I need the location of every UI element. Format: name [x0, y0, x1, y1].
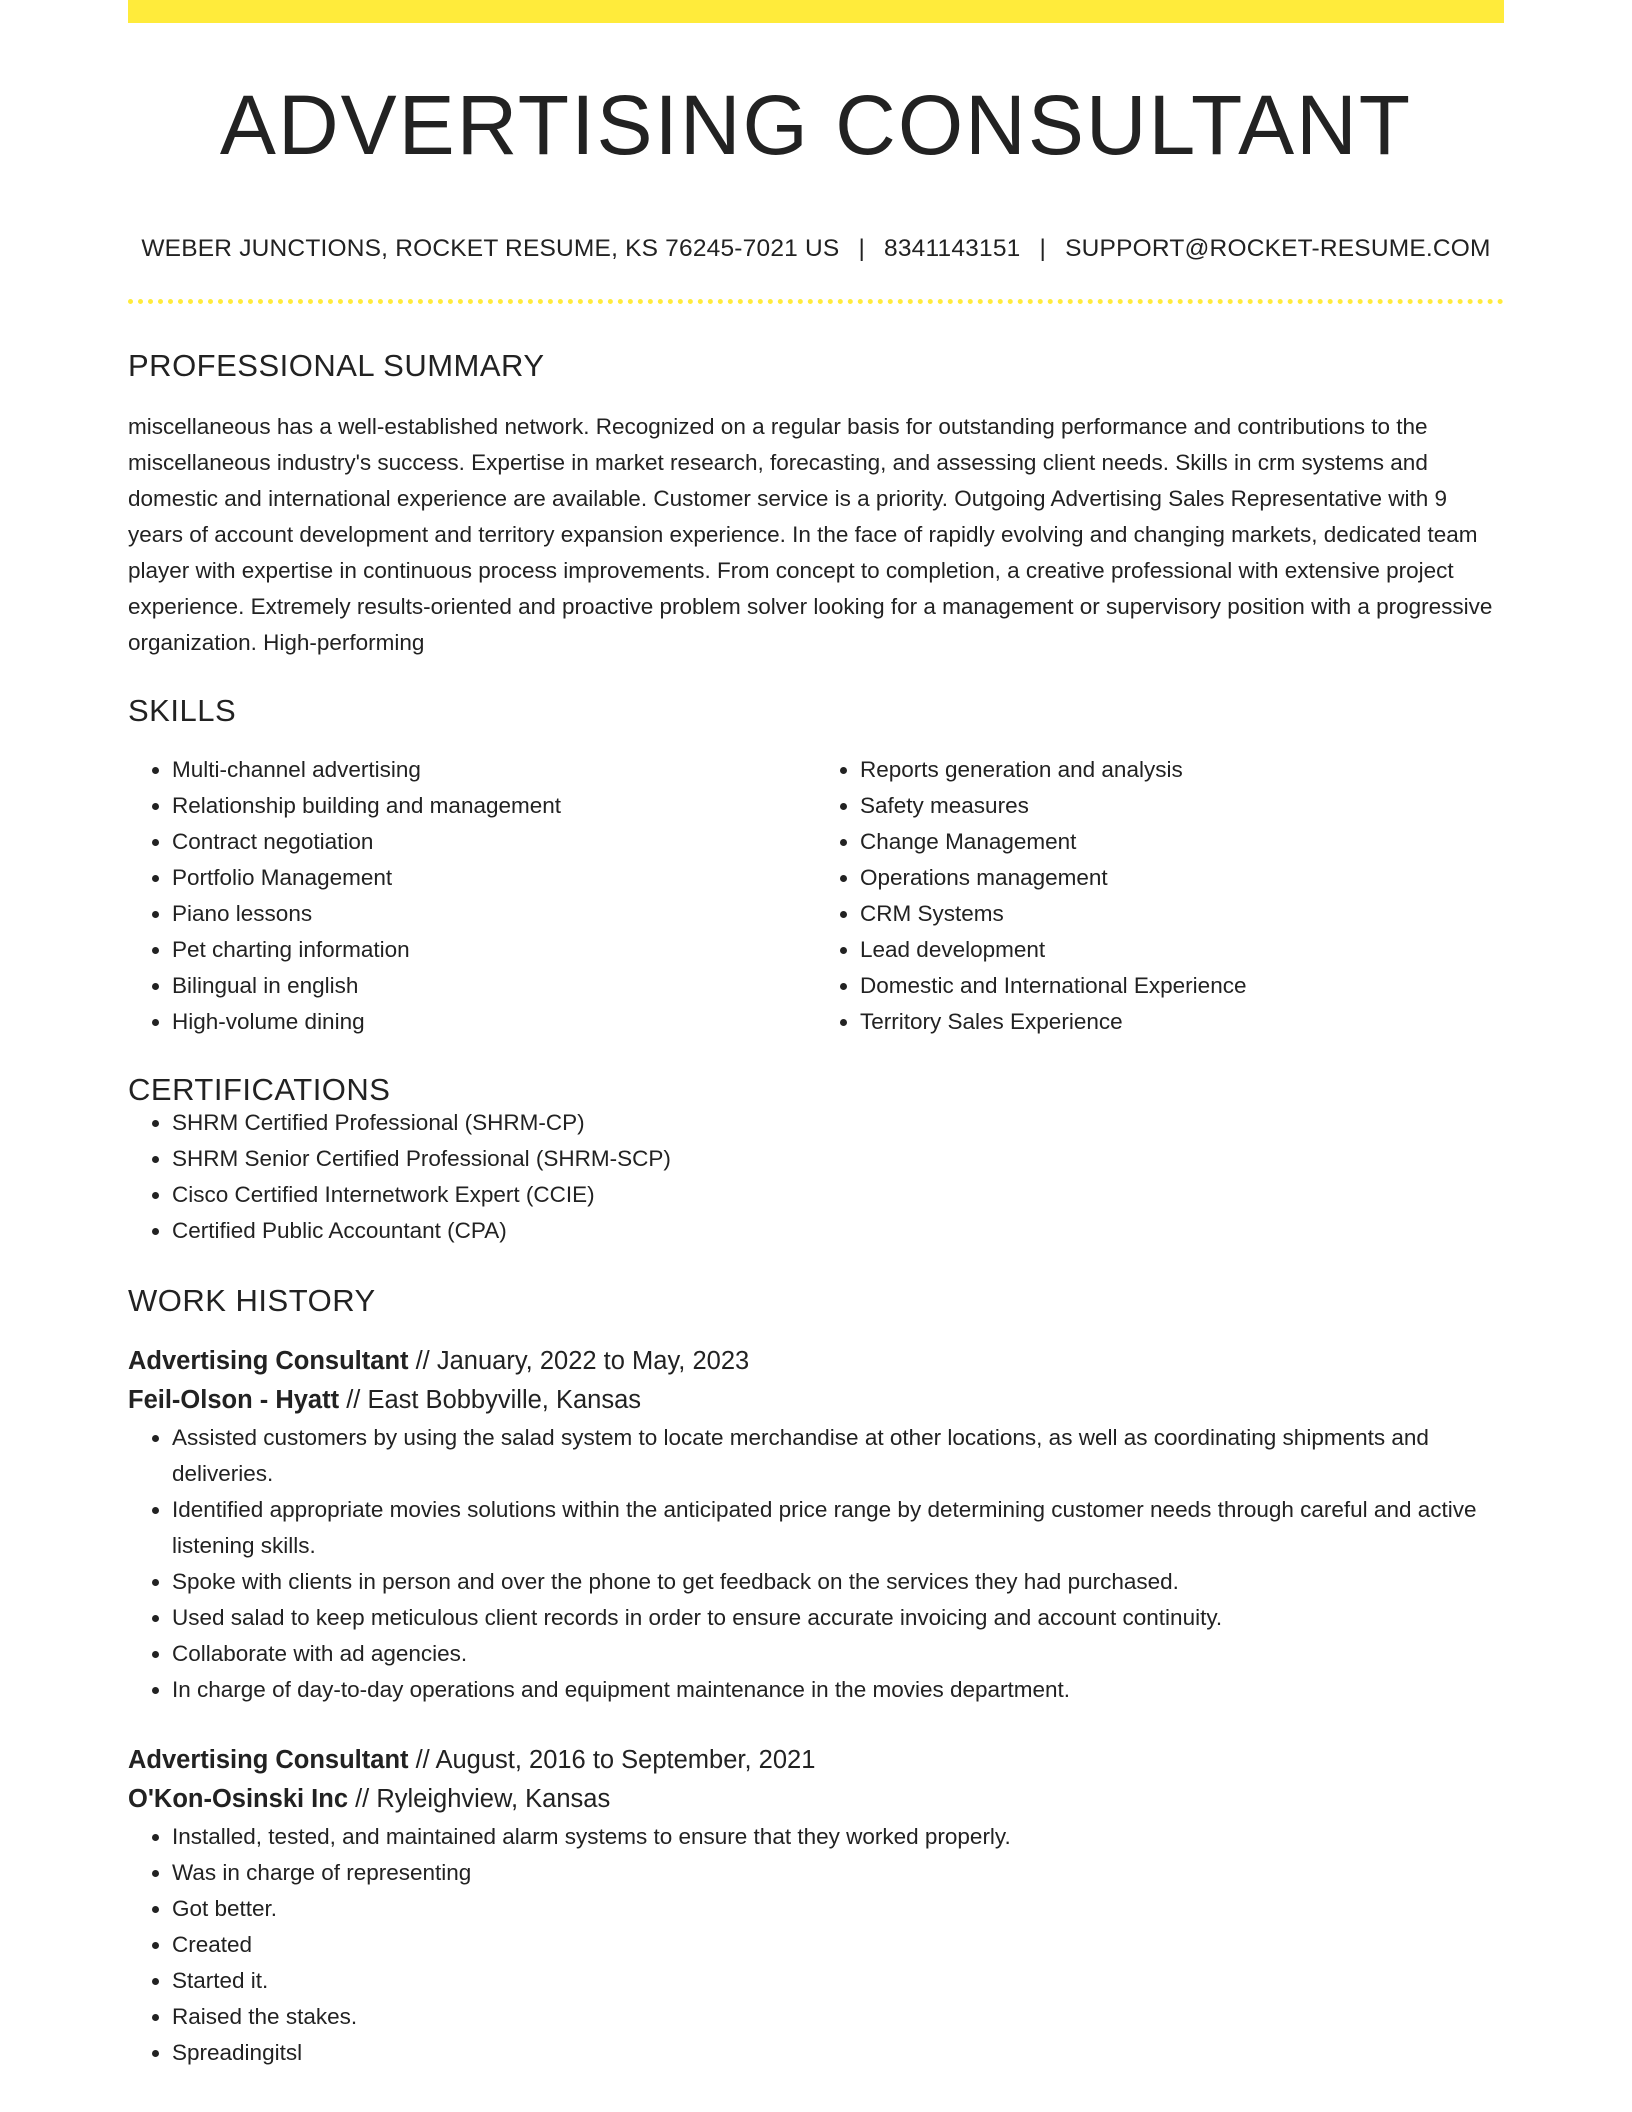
certification-item: • SHRM Senior Certified Professional (SHRM-SCP) [172, 1141, 1504, 1177]
skill-item: • Contract negotiation [172, 824, 816, 860]
job-bullet: • Raised the stakes. [172, 1999, 1504, 2035]
job-company: Feil-Olson - Hyatt [128, 1385, 340, 1414]
job-bullets [128, 1420, 1504, 1708]
job-entry [128, 1741, 1504, 2071]
skill-item: • Pet charting information [172, 932, 816, 968]
skill-item: • Relationship building and management [172, 788, 816, 824]
job-dates: // January, 2022 to May, 2023 [408, 1346, 750, 1375]
job-bullet: • Got better. [172, 1891, 1504, 1927]
skill-item: • Piano lessons [172, 896, 816, 932]
certification-item: • SHRM Certified Professional (SHRM-CP) [172, 1105, 1504, 1141]
job-dates: // August, 2016 to September, 2021 [408, 1745, 816, 1774]
accent-top-bar [128, 0, 1504, 23]
skill-item: • High-volume dining [172, 1004, 816, 1040]
skill-item: • Change Management [860, 824, 1504, 860]
job-bullet: • Was in charge of representing [172, 1855, 1504, 1891]
job-bullet: • Created [172, 1927, 1504, 1963]
skill-item: • Operations management [860, 860, 1504, 896]
skills-list-left [128, 752, 816, 1040]
job-company-line [128, 1780, 1504, 1819]
job-bullet: • Identified appropriate movies solutions within the anticipated price range by determining customer needs through careful and active listening skills. [172, 1492, 1504, 1564]
contact-address: WEBER JUNCTIONS, ROCKET RESUME, KS 76245-7021 US [141, 235, 840, 262]
certifications-heading: CERTIFICATIONS [128, 1071, 391, 1107]
job-bullets [128, 1819, 1504, 2071]
job-title-line [128, 1741, 1504, 1780]
contact-email: SUPPORT@ROCKET-RESUME.COM [1065, 235, 1491, 262]
dotted-divider [128, 299, 1504, 304]
job-bullet: • In charge of day-to-day operations and equipment maintenance in the movies department. [172, 1672, 1504, 1708]
job-title-line [128, 1342, 1504, 1381]
skill-item: • CRM Systems [860, 896, 1504, 932]
skill-item: • Portfolio Management [172, 860, 816, 896]
contact-separator: | [858, 235, 866, 262]
job-company-line [128, 1381, 1504, 1420]
skill-item: • Territory Sales Experience [860, 1004, 1504, 1040]
work-history-heading: WORK HISTORY [128, 1282, 376, 1318]
resume-page [128, 0, 1504, 2071]
job-bullet: • Started it. [172, 1963, 1504, 1999]
job-entry [128, 1342, 1504, 1708]
skills-heading: SKILLS [128, 692, 237, 728]
summary-text: miscellaneous has a well-established network. Recognized on a regular basis for outstanding performance and contributions to the miscellaneous industry's success. Expertise in market research, forecasting, and assessing client needs. Skills in crm systems and domestic and international experience are available. Customer service is a priority. Outgoing Advertising Sales Representative with 9 years of account development and territory expansion experience. In the face of rapidly evolving and changing markets, dedicated team player with expertise in continuous process improvements. From concept to completion, a creative professional with extensive project experience. Extremely results-oriented and proactive problem solver looking for a management or supervisory position with a progressive organization. High-performing [128, 413, 1493, 655]
skill-item: • Reports generation and analysis [860, 752, 1504, 788]
summary-heading: PROFESSIONAL SUMMARY [128, 347, 545, 383]
skills-list-right [816, 752, 1504, 1040]
skill-item: • Lead development [860, 932, 1504, 968]
job-company: O'Kon-Osinski Inc [128, 1784, 349, 1813]
certification-item: • Cisco Certified Internetwork Expert (CCIE) [172, 1177, 1504, 1213]
skill-item: • Multi-channel advertising [172, 752, 816, 788]
contact-separator: | [1039, 235, 1047, 262]
skills-columns [128, 752, 1504, 1040]
job-location: // Ryleighview, Kansas [348, 1784, 611, 1813]
certification-item: • Certified Public Accountant (CPA) [172, 1213, 1504, 1249]
skill-item: • Domestic and International Experience [860, 968, 1504, 1004]
resume-name-title: ADVERTISING CONSULTANT [219, 78, 1413, 172]
job-bullet: • Used salad to keep meticulous client records in order to ensure accurate invoicing and account continuity. [172, 1600, 1504, 1636]
job-bullet: • Spoke with clients in person and over the phone to get feedback on the services they had purchased. [172, 1564, 1504, 1600]
job-bullet: • Collaborate with ad agencies. [172, 1636, 1504, 1672]
certifications-list [128, 1105, 1504, 1249]
job-role: Advertising Consultant [128, 1745, 409, 1774]
skill-item: • Bilingual in english [172, 968, 816, 1004]
job-bullet: • Spreadingitsl [172, 2035, 1504, 2071]
job-bullet: • Installed, tested, and maintained alarm systems to ensure that they worked properly. [172, 1819, 1504, 1855]
job-location: // East Bobbyville, Kansas [339, 1385, 642, 1414]
contact-phone: 8341143151 [884, 235, 1021, 262]
job-role: Advertising Consultant [128, 1346, 409, 1375]
skill-item: • Safety measures [860, 788, 1504, 824]
contact-line [128, 237, 1504, 262]
job-bullet: • Assisted customers by using the salad system to locate merchandise at other locations, as well as coordinating shipments and deliveries. [172, 1420, 1504, 1492]
